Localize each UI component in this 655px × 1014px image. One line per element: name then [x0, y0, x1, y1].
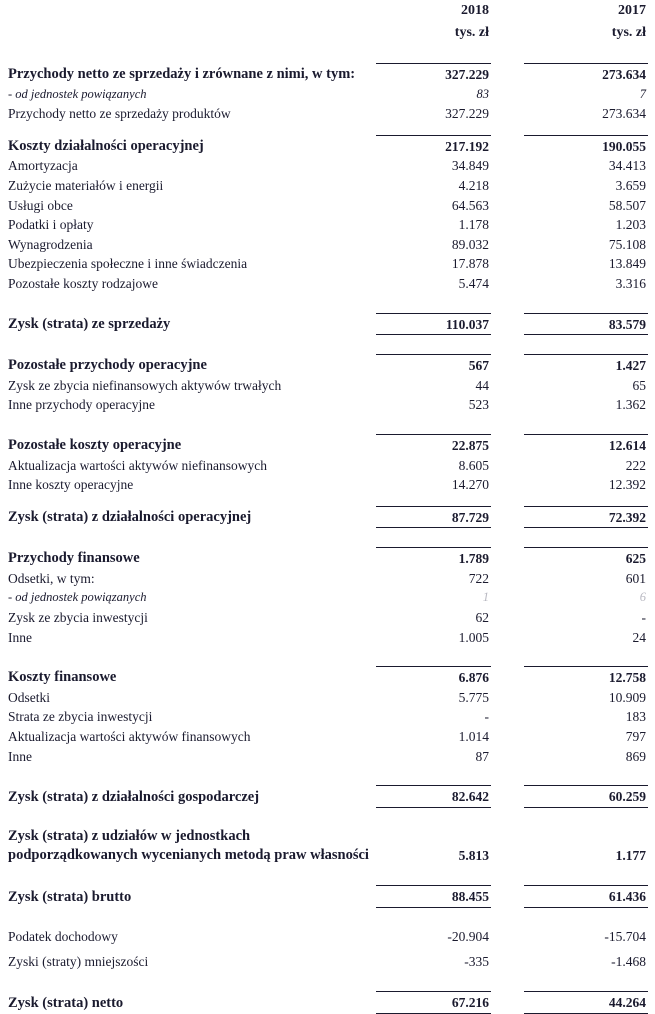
row-label: Wynagrodzenia [8, 236, 93, 252]
table-row [8, 506, 648, 528]
spacer [8, 294, 648, 314]
row-label: Zużycie materiałów i energii [8, 177, 164, 193]
table-row [8, 827, 648, 866]
row-value-2017: -1.468 [611, 954, 646, 970]
row-value-2018: 88.455 [376, 886, 491, 908]
row-label: Podatek dochodowy [8, 928, 118, 944]
row-value-2018: 4.218 [458, 177, 489, 193]
row-value-2018: 64.563 [451, 197, 489, 213]
table-row [8, 727, 648, 747]
row-value-2017: 12.758 [524, 667, 648, 688]
row-value-2017: 601 [625, 570, 646, 586]
spacer [8, 415, 648, 435]
row-value-2018: -20.904 [447, 928, 489, 944]
table-row [8, 176, 648, 196]
row-value-2017: 1.427 [524, 355, 648, 376]
row-value-2017: 10.909 [608, 689, 646, 705]
row-value-2018: 17.878 [451, 256, 489, 272]
table-row [8, 628, 648, 648]
row-value-2018: 87 [475, 748, 489, 764]
table-row [8, 707, 648, 727]
row-label: Zysk (strata) netto [8, 995, 124, 1012]
table-row [8, 548, 648, 569]
row-value-2017: 625 [524, 548, 648, 569]
table-row [8, 196, 648, 216]
header-year-2017: 2017 [618, 3, 646, 18]
table-row [8, 886, 648, 908]
row-label: - od jednostek powiązanych [8, 590, 147, 605]
row-label: Amortyzacja [8, 158, 78, 174]
row-label: Inne [8, 629, 32, 645]
row-value-2017: 24 [632, 629, 646, 645]
spacer [8, 44, 648, 64]
row-value-2017: - [641, 610, 646, 626]
row-value-2017: 75.108 [608, 236, 646, 252]
row-label: Zysk (strata) brutto [8, 888, 132, 905]
row-value-2018: 62 [475, 610, 489, 626]
row-value-2017: 58.507 [608, 197, 646, 213]
row-value-2017: 222 [625, 457, 646, 473]
row-label: Przychody finansowe [8, 550, 140, 567]
table-row [8, 355, 648, 376]
row-value-2017: 61.436 [524, 886, 648, 908]
row-label: Zysk (strata) z udziałów w jednostkach podporządkowanych wycenianych metodą praw własności [8, 827, 369, 864]
table-header-units [8, 22, 648, 44]
row-label: Zysk (strata) z działalności operacyjnej [8, 509, 252, 526]
spacer [8, 807, 648, 827]
header-gap [491, 22, 524, 44]
table-row [8, 274, 648, 294]
row-value-2017: 273.634 [524, 64, 648, 85]
row-label: Pozostałe koszty rodzajowe [8, 275, 158, 291]
table-row [8, 475, 648, 495]
table-row [8, 747, 648, 767]
table-row [8, 569, 648, 589]
table-row [8, 104, 648, 124]
table-row [8, 991, 648, 1014]
table-row [8, 667, 648, 688]
row-value-2017: 797 [625, 729, 646, 745]
row-value-2017: 869 [625, 748, 646, 764]
row-value-2018: 1.014 [458, 729, 489, 745]
table-row [8, 135, 648, 156]
row-value-2017: 60.259 [524, 786, 648, 808]
row-value-2017: 12.614 [524, 434, 648, 455]
row-value-2018: 567 [376, 355, 491, 376]
row-value-2017: 1.177 [615, 848, 646, 864]
spacer [8, 528, 648, 548]
header-gap [491, 0, 524, 22]
spacer [8, 972, 648, 992]
row-value-2018: 523 [468, 397, 489, 413]
row-label: Usługi obce [8, 197, 73, 213]
spacer [8, 766, 648, 786]
row-value-2017: 3.316 [615, 275, 646, 291]
row-label: Inne [8, 748, 32, 764]
spacer [8, 907, 648, 927]
row-value-2018: 5.813 [458, 848, 489, 864]
row-label: Koszty finansowe [8, 669, 117, 686]
row-label: Zysk ze zbycia inwestycji [8, 610, 148, 626]
table-row [8, 64, 648, 85]
spacer [8, 866, 648, 886]
row-label: Zyski (straty) mniejszości [8, 954, 149, 970]
table-row [8, 376, 648, 396]
table-row [8, 786, 648, 808]
table-row [8, 456, 648, 476]
row-label: Podatki i opłaty [8, 217, 94, 233]
row-value-2018: 8.605 [458, 457, 489, 473]
row-value-2018: 44 [475, 377, 489, 393]
table-row [8, 313, 648, 335]
row-value-2017: 44.264 [524, 991, 648, 1014]
row-value-2018: 34.849 [451, 158, 489, 174]
row-label: Strata ze zbycia inwestycji [8, 709, 153, 725]
table-header-years [8, 0, 648, 22]
row-value-2018: 327.229 [376, 64, 491, 85]
row-value-2017: 183 [625, 709, 646, 725]
row-label: Aktualizacja wartości aktywów finansowych [8, 729, 251, 745]
row-value-2017: 1.203 [615, 217, 646, 233]
table-row [8, 588, 648, 608]
row-value-2018: 217.192 [376, 135, 491, 156]
row-label: - od jednostek powiązanych [8, 86, 147, 101]
row-label: Pozostałe przychody operacyjne [8, 357, 207, 374]
table-row [8, 927, 648, 947]
row-label: Odsetki, w tym: [8, 570, 95, 586]
row-value-2018: -335 [464, 954, 489, 970]
row-label: Inne przychody operacyjne [8, 397, 155, 413]
row-value-2018: 82.642 [376, 786, 491, 808]
row-label: Zysk (strata) z działalności gospodarczej [8, 788, 260, 805]
row-value-2018: 327.229 [445, 106, 489, 122]
row-label: Aktualizacja wartości aktywów niefinansowych [8, 457, 268, 473]
row-label: Zysk (strata) ze sprzedaży [8, 316, 171, 333]
row-value-2018: 67.216 [376, 991, 491, 1014]
row-value-2018: 5.474 [458, 275, 489, 291]
header-year-2018: 2018 [461, 3, 489, 18]
income-statement-table [8, 0, 648, 1014]
row-label: Odsetki [8, 689, 50, 705]
spacer [8, 124, 648, 136]
row-value-2017: 65 [632, 377, 646, 393]
row-value-2018: 83 [476, 86, 489, 101]
row-value-2017: 3.659 [615, 177, 646, 193]
row-value-2018: 110.037 [376, 313, 491, 335]
row-value-2018: 722 [468, 570, 489, 586]
row-value-2018: 5.775 [458, 689, 489, 705]
row-value-2017: 190.055 [524, 135, 648, 156]
table-row [8, 215, 648, 235]
row-value-2018: 6.876 [376, 667, 491, 688]
row-value-2017: 12.392 [608, 477, 646, 493]
table-row [8, 395, 648, 415]
row-value-2018: 1 [482, 590, 489, 605]
row-value-2017: 83.579 [524, 313, 648, 335]
row-label: Przychody netto ze sprzedaży i zrównane z nimi, w tym: [8, 66, 356, 82]
row-value-2017: 1.362 [615, 397, 646, 413]
table-row [8, 952, 648, 972]
header-unit-2018: tys. zł [454, 25, 489, 40]
row-value-2017: 7 [639, 86, 646, 101]
spacer [8, 495, 648, 507]
row-value-2017: -15.704 [604, 928, 646, 944]
spacer [8, 647, 648, 667]
table-row [8, 235, 648, 255]
spacer [8, 335, 648, 355]
row-value-2018: 87.729 [376, 506, 491, 528]
header-label-blank [8, 0, 376, 22]
table-row [8, 688, 648, 708]
row-value-2018: 14.270 [451, 477, 489, 493]
row-value-2017: 72.392 [524, 506, 648, 528]
row-value-2018: 22.875 [376, 434, 491, 455]
row-label: Przychody netto ze sprzedaży produktów [8, 106, 231, 122]
row-value-2017: 34.413 [608, 158, 646, 174]
row-label: Inne koszty operacyjne [8, 477, 134, 493]
table-row [8, 156, 648, 176]
table-row [8, 85, 648, 105]
row-label: Pozostałe koszty operacyjne [8, 436, 182, 453]
row-value-2017: 273.634 [602, 106, 646, 122]
row-value-2017: 13.849 [608, 256, 646, 272]
row-label: Ubezpieczenia społeczne i inne świadczenia [8, 256, 248, 272]
table-row [8, 608, 648, 628]
row-value-2018: 1.178 [458, 217, 489, 233]
row-value-2018: 89.032 [451, 236, 489, 252]
row-value-2018: 1.789 [376, 548, 491, 569]
row-label: Zysk ze zbycia niefinansowych aktywów trwałych [8, 377, 282, 393]
row-value-2018: - [484, 709, 489, 725]
row-value-2017: 6 [639, 590, 646, 605]
table-row [8, 254, 648, 274]
row-label: Koszty działalności operacyjnej [8, 137, 204, 154]
row-value-2018: 1.005 [458, 629, 489, 645]
header-unit-label-blank [8, 22, 376, 44]
table-row [8, 434, 648, 455]
header-unit-2017: tys. zł [611, 25, 646, 40]
